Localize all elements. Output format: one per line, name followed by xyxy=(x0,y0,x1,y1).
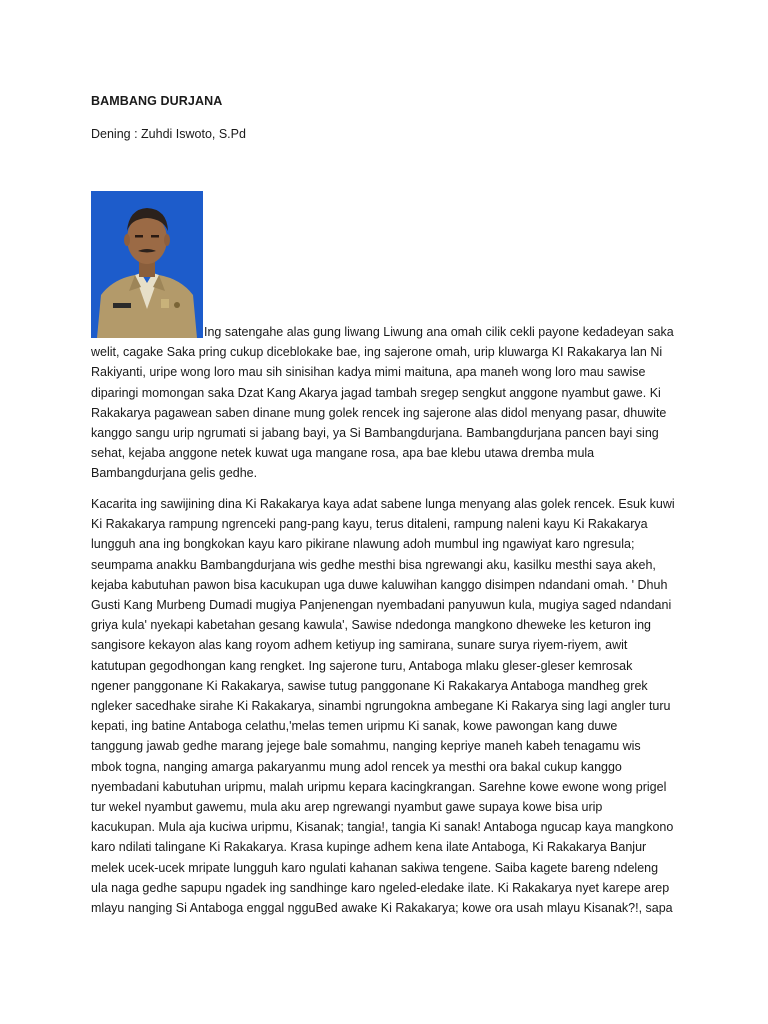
text-line: welit, cagake Saka pring cukup diceblokake bae, ing sajerone omah, urip kluwarga KI Rakakarya lan Ni xyxy=(91,345,663,360)
text-line: tanggung jawab gedhe marang jejege bale somahmu, nanging kepriye maneh kabeh tenagamu wis xyxy=(91,739,641,754)
text-line: sangisore kekayon alas kang royom adhem ketiyup ing samirana, sunare surya riyem-riyem, awit xyxy=(91,638,628,653)
text-line: lungguh ana ing bongkokan kayu karo pikirane nlawung adoh mumbul ing ngawiyat karo ngresula; xyxy=(91,537,635,552)
author-line: Dening : Zuhdi Iswoto, S.Pd xyxy=(91,127,246,141)
text-line: ula naga gedhe sapupu ngadek ing sandhinge karo ngeled-eledake ilate. Ki Rakakarya nyet karepe arep xyxy=(91,880,670,895)
text-line: kanggo sangu urip ngrumati si jabang bayi, ya Si Bambangdurjana. Bambangdurjana pancen bayi sing xyxy=(91,426,659,441)
text-line: kepati, ing batine Antaboga celathu,'melas temen uripmu Ki sanak, kowe pawongan kang duwe xyxy=(91,719,618,734)
text-line: nyembadani kabutuhan uripmu, malah uripmu kepara kacingkrangan. Sarehne kowe ewone wong prigel xyxy=(91,779,667,794)
text-line: karo ndilati talingane Ki Rakakarya. Krasa kupinge adhem kena ilate Antaboga, Ki Rakakarya Banjur xyxy=(91,840,647,855)
text-line: kejaba kabutuhan pawon bisa kacukupan uga duwe kaluwihan kanggo disimpen ndandani omah. ' Dhuh xyxy=(91,577,668,592)
text-line: kacukupan. Mula aja kuciwa uripmu, Kisanak; tangia!, tangia Ki sanak! Antaboga ngucap kaya mangkono xyxy=(91,820,674,835)
text-line: mbok togna, nanging amarga pakaryanmu mung adol rencek ya mesthi ora bakal cukup kanggo xyxy=(91,759,622,774)
paragraph-story xyxy=(91,494,691,918)
text-line: Gusti Kang Murbeng Dumadi mugiya Panjenengan nyembadani panyuwun kula, mugiya saged ndandani xyxy=(91,598,672,613)
text-line: melek ucek-ucek mripate lungguh karo ngulati kahanan sakiwa tengene. Saiba kagete bareng ndeleng xyxy=(91,860,659,875)
text-line: diparingi momongan saka Dzat Kang Akarya jagad tambah sregep sengkut anggone nyambut gawe. Ki xyxy=(91,385,661,400)
text-line: ngleker sacedhake sirahe Ki Rakakarya, sinambi ngrungokna ambegane Ki Rakarya sing lagi angler turu xyxy=(91,699,671,714)
document-title: BAMBANG DURJANA xyxy=(91,94,223,108)
text-line: griya kula' nyekapi kabetahan gesang kawula', Sawise ndedonga mangkono dheweke les keturon ing xyxy=(91,618,652,633)
text-line: Ki Rakakarya rampung ngrenceki pang-pang kayu, terus ditaleni, rampung naleni kayu Ki Rakakarya xyxy=(91,517,648,532)
text-line: Rakakarya pagawean saben dinane mung golek rencek ing sajerone alas didol menyang pasar, dhuwite xyxy=(91,405,667,420)
text-line: Rakiyanti, uripe wong loro mau sih sinisihan kadya mimi maituna, apa maneh wong loro mau sawise xyxy=(91,365,646,380)
author-portrait-image xyxy=(91,191,203,338)
paragraph-intro xyxy=(91,322,691,484)
text-line: Kacarita ing sawijining dina Ki Rakakarya kaya adat sabene lunga menyang alas golek rencek. Esuk kuwi xyxy=(91,497,675,511)
text-line: tur wekel nyambut gawemu, mula aku arep ngrewangi nyambut gawe supaya kowe bisa urip xyxy=(91,800,603,815)
text-line: Ing satengahe alas gung liwang Liwung ana omah cilik cekli payone kedadeyan saka xyxy=(204,325,674,339)
text-line: katutupan gegodhongan kang rengket. Ing sajerone turu, Antaboga mlaku gleser-gleser kemrosak xyxy=(91,658,633,673)
text-line: mlayu nanging Si Antaboga enggal ngguBed awake Ki Rakakarya; kowe ora usah mlayu Kisanak?!, sapa xyxy=(91,901,673,916)
author-photo xyxy=(91,191,203,338)
text-line: sehat, kejaba anggone netek kuwat uga mangane rosa, apa bae klebu utawa dremba mula xyxy=(91,446,595,461)
text-line: Bambangdurjana gelis gedhe. xyxy=(91,466,258,481)
text-line: ngener panggonane Ki Rakakarya, sawise tutug panggonane Ki Rakakarya Antaboga mandheg grek xyxy=(91,678,648,693)
text-line: seumpama anakku Bambangdurjana wis gedhe mesthi bisa ngrewangi aku, kasilku mesthi saya akeh, xyxy=(91,557,656,572)
